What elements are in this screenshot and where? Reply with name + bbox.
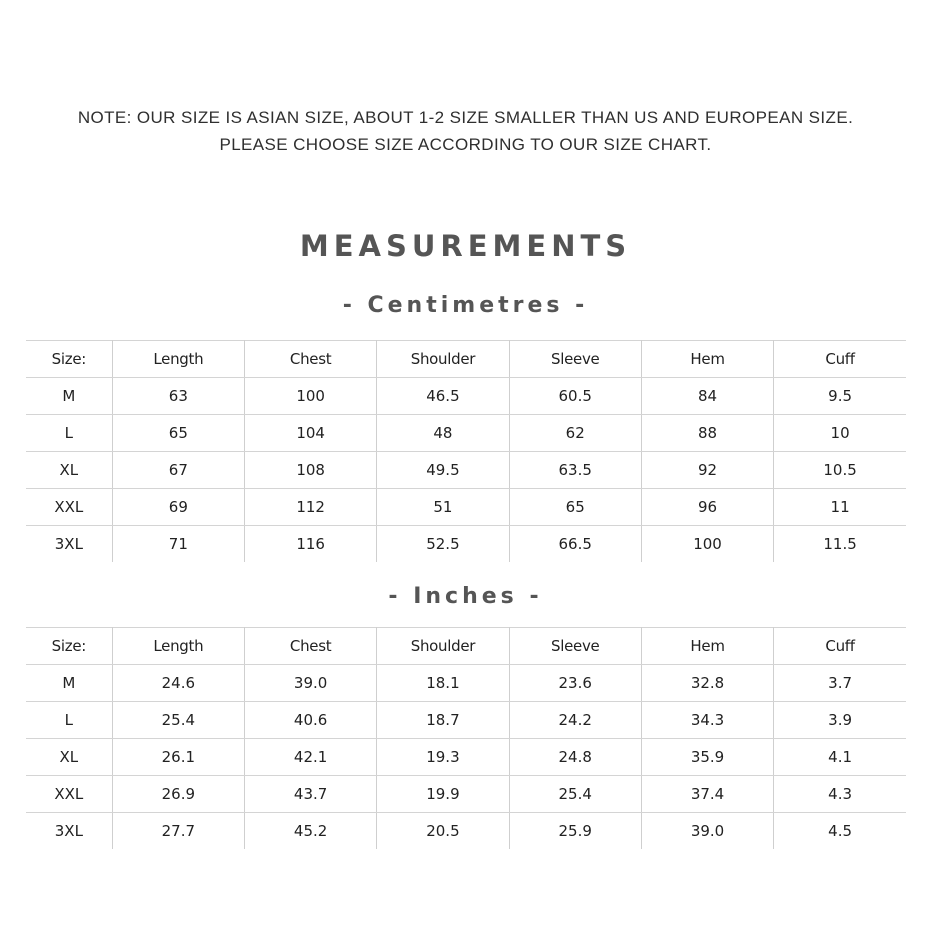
cell-sleeve: 23.6 <box>509 665 641 702</box>
cell-size: 3XL <box>26 813 112 850</box>
cell-length: 26.1 <box>112 739 244 776</box>
header-sleeve: Sleeve <box>509 628 641 665</box>
table-row <box>26 702 906 739</box>
cell-chest: 42.1 <box>244 739 376 776</box>
cell-shoulder: 19.9 <box>377 776 509 813</box>
table-row <box>26 378 906 415</box>
cell-size: 3XL <box>26 526 112 563</box>
cell-hem: 96 <box>641 489 773 526</box>
table-row <box>26 813 906 850</box>
cell-cuff: 11 <box>774 489 906 526</box>
table-header-row <box>26 628 906 665</box>
cell-size: XXL <box>26 489 112 526</box>
inches-table <box>26 627 906 849</box>
header-chest: Chest <box>244 341 376 378</box>
cell-length: 67 <box>112 452 244 489</box>
cell-cuff: 3.7 <box>774 665 906 702</box>
table-row <box>26 489 906 526</box>
cell-sleeve: 60.5 <box>509 378 641 415</box>
cell-hem: 35.9 <box>641 739 773 776</box>
cell-hem: 100 <box>641 526 773 563</box>
cell-length: 27.7 <box>112 813 244 850</box>
cell-cuff: 10.5 <box>774 452 906 489</box>
cell-cuff: 10 <box>774 415 906 452</box>
cell-shoulder: 18.7 <box>377 702 509 739</box>
cell-size: L <box>26 415 112 452</box>
cell-cuff: 11.5 <box>774 526 906 563</box>
cell-size: XL <box>26 452 112 489</box>
page-title: MEASUREMENTS <box>299 229 632 263</box>
cell-length: 26.9 <box>112 776 244 813</box>
cell-length: 65 <box>112 415 244 452</box>
cell-hem: 32.8 <box>641 665 773 702</box>
cell-chest: 40.6 <box>244 702 376 739</box>
cell-chest: 104 <box>244 415 376 452</box>
cell-hem: 37.4 <box>641 776 773 813</box>
cell-sleeve: 65 <box>509 489 641 526</box>
cell-chest: 43.7 <box>244 776 376 813</box>
header-cuff: Cuff <box>774 628 906 665</box>
cell-shoulder: 19.3 <box>377 739 509 776</box>
cell-chest: 108 <box>244 452 376 489</box>
cell-cuff: 9.5 <box>774 378 906 415</box>
cell-sleeve: 25.4 <box>509 776 641 813</box>
cell-sleeve: 25.9 <box>509 813 641 850</box>
cell-length: 24.6 <box>112 665 244 702</box>
cell-sleeve: 63.5 <box>509 452 641 489</box>
cell-shoulder: 46.5 <box>377 378 509 415</box>
cell-shoulder: 48 <box>377 415 509 452</box>
header-shoulder: Shoulder <box>377 628 509 665</box>
cell-chest: 112 <box>244 489 376 526</box>
cell-cuff: 4.3 <box>774 776 906 813</box>
cell-hem: 88 <box>641 415 773 452</box>
cell-size: M <box>26 665 112 702</box>
cell-chest: 39.0 <box>244 665 376 702</box>
cell-size: XXL <box>26 776 112 813</box>
table-row <box>26 452 906 489</box>
header-hem: Hem <box>641 628 773 665</box>
inches-title: - Inches - <box>388 584 543 609</box>
cell-chest: 45.2 <box>244 813 376 850</box>
cell-size: XL <box>26 739 112 776</box>
table-row <box>26 776 906 813</box>
header-length: Length <box>112 341 244 378</box>
cell-hem: 39.0 <box>641 813 773 850</box>
header-size: Size: <box>26 341 112 378</box>
centimetres-title: - Centimetres - <box>342 293 589 318</box>
header-size: Size: <box>26 628 112 665</box>
header-cuff: Cuff <box>774 341 906 378</box>
cell-shoulder: 20.5 <box>377 813 509 850</box>
header-sleeve: Sleeve <box>509 341 641 378</box>
centimetres-table <box>26 340 906 562</box>
cell-sleeve: 24.2 <box>509 702 641 739</box>
cell-shoulder: 51 <box>377 489 509 526</box>
cell-cuff: 4.5 <box>774 813 906 850</box>
cell-size: M <box>26 378 112 415</box>
cell-length: 25.4 <box>112 702 244 739</box>
cell-sleeve: 66.5 <box>509 526 641 563</box>
cell-length: 71 <box>112 526 244 563</box>
cell-length: 63 <box>112 378 244 415</box>
header-length: Length <box>112 628 244 665</box>
table-header-row <box>26 341 906 378</box>
header-shoulder: Shoulder <box>377 341 509 378</box>
size-note-line-2: PLEASE CHOOSE SIZE ACCORDING TO OUR SIZE CHART. <box>219 135 712 154</box>
cell-chest: 116 <box>244 526 376 563</box>
cell-shoulder: 18.1 <box>377 665 509 702</box>
size-note-line-1: NOTE: OUR SIZE IS ASIAN SIZE, ABOUT 1-2 SIZE SMALLER THAN US AND EUROPEAN SIZE. <box>77 108 854 127</box>
cell-hem: 92 <box>641 452 773 489</box>
cell-hem: 84 <box>641 378 773 415</box>
cell-shoulder: 49.5 <box>377 452 509 489</box>
header-chest: Chest <box>244 628 376 665</box>
cell-length: 69 <box>112 489 244 526</box>
cell-size: L <box>26 702 112 739</box>
table-row <box>26 415 906 452</box>
cell-shoulder: 52.5 <box>377 526 509 563</box>
table-row <box>26 739 906 776</box>
header-hem: Hem <box>641 341 773 378</box>
cell-cuff: 4.1 <box>774 739 906 776</box>
cell-hem: 34.3 <box>641 702 773 739</box>
cell-sleeve: 62 <box>509 415 641 452</box>
cell-chest: 100 <box>244 378 376 415</box>
table-row <box>26 526 906 563</box>
table-row <box>26 665 906 702</box>
cell-sleeve: 24.8 <box>509 739 641 776</box>
cell-cuff: 3.9 <box>774 702 906 739</box>
